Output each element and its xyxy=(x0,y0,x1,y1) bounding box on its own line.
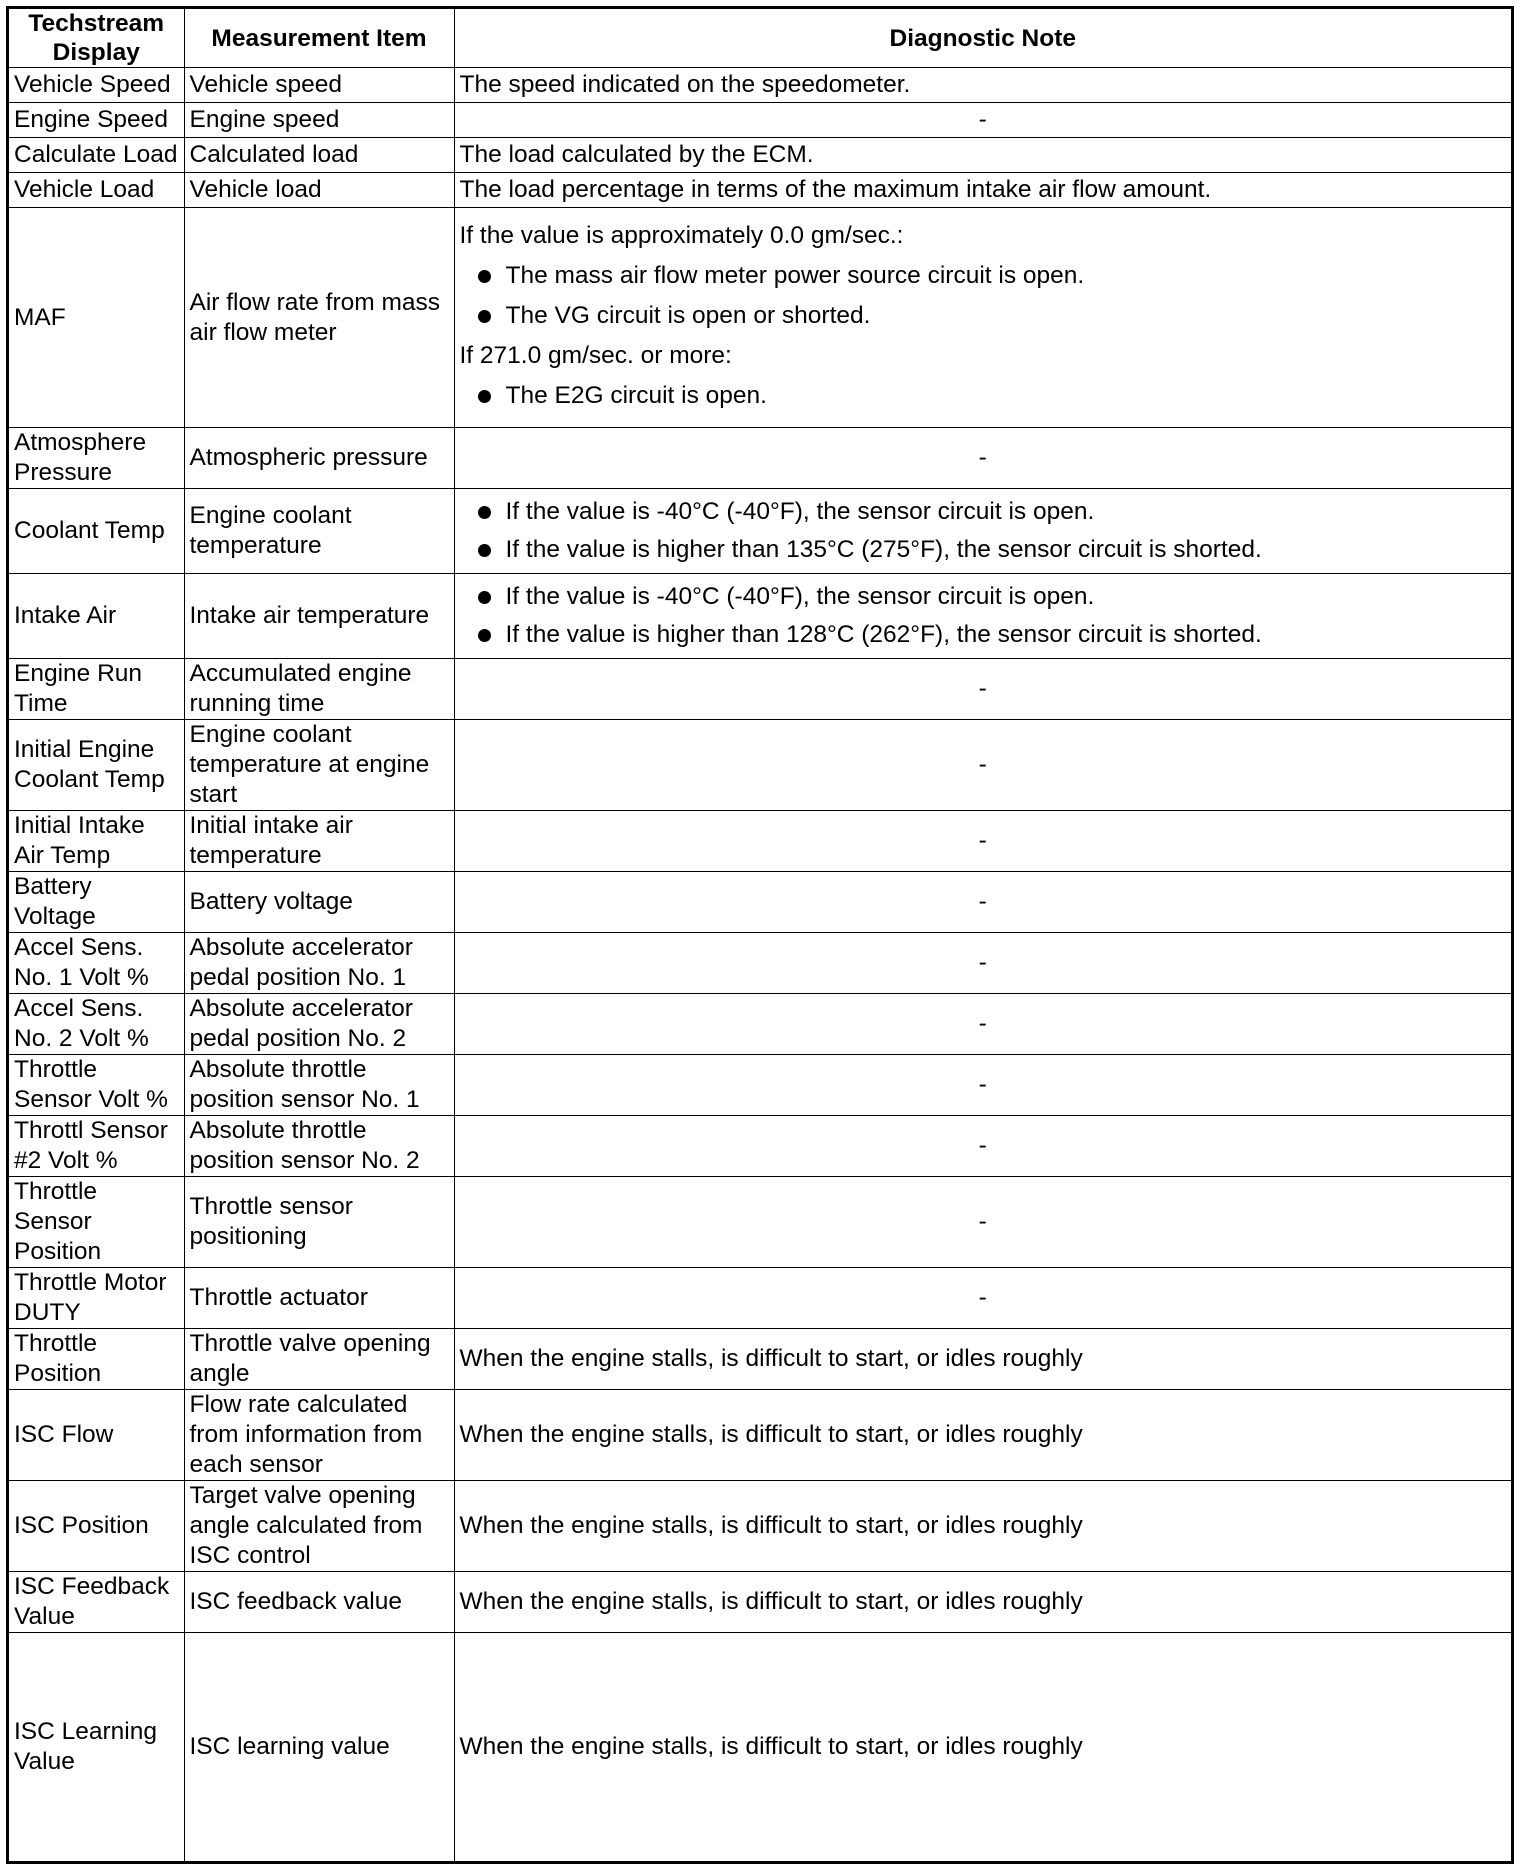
cell-item: Absolute accelerator pedal position No. 1 xyxy=(184,933,454,994)
data-list-table xyxy=(9,9,1511,1861)
cell-note: - xyxy=(454,811,1511,872)
cell-note: - xyxy=(454,720,1511,811)
note-line: If 271.0 gm/sec. or more: xyxy=(459,341,732,369)
cell-item: Target valve opening angle calculated from ISC control xyxy=(184,1481,454,1572)
cell-display: Throttle Position xyxy=(9,1329,184,1390)
cell-item: Accumulated engine running time xyxy=(184,659,454,720)
cell-note: - xyxy=(454,659,1511,720)
cell-display: Throttle Sensor Position xyxy=(9,1177,184,1268)
cell-display: Coolant Temp xyxy=(9,489,184,574)
cell-note: - xyxy=(454,1177,1511,1268)
cell-note: - xyxy=(454,1116,1511,1177)
cell-display: ISC Flow xyxy=(9,1390,184,1481)
cell-item: Absolute throttle position sensor No. 2 xyxy=(184,1116,454,1177)
cell-note: When the engine stalls, is difficult to start, or idles roughly xyxy=(454,1572,1511,1633)
table-row xyxy=(9,1177,1511,1268)
table-row xyxy=(9,933,1511,994)
cell-note: - xyxy=(454,103,1511,138)
cell-display: Throttle Sensor Volt % xyxy=(9,1055,184,1116)
cell-note: The load percentage in terms of the maximum intake air flow amount. xyxy=(454,173,1511,208)
note-line: If the value is approximately 0.0 gm/sec.: xyxy=(459,221,904,249)
cell-display: ISC Position xyxy=(9,1481,184,1572)
table-row xyxy=(9,1268,1511,1329)
table-row xyxy=(9,1481,1511,1572)
cell-note: When the engine stalls, is difficult to start, or idles roughly xyxy=(454,1481,1511,1572)
cell-display: Calculate Load xyxy=(9,138,184,173)
note-bullet: The E2G circuit is open. xyxy=(460,381,1507,411)
table-row xyxy=(9,872,1511,933)
header-techstream-display: Techstream Display xyxy=(9,9,184,68)
table-row xyxy=(9,1116,1511,1177)
cell-display: Accel Sens. No. 1 Volt % xyxy=(9,933,184,994)
table-row xyxy=(9,659,1511,720)
cell-note: - xyxy=(454,933,1511,994)
table-row xyxy=(9,138,1511,173)
cell-item: Calculated load xyxy=(184,138,454,173)
note-bullet: If the value is -40°C (-40°F), the sensor circuit is open. xyxy=(460,582,1507,612)
table-row xyxy=(9,994,1511,1055)
cell-display: ISC Learning Value xyxy=(9,1633,184,1862)
cell-note: The speed indicated on the speedometer. xyxy=(454,68,1511,103)
cell-item: Absolute throttle position sensor No. 1 xyxy=(184,1055,454,1116)
note-bullet: If the value is higher than 128°C (262°F), the sensor circuit is shorted. xyxy=(460,620,1507,650)
note-bullet: If the value is -40°C (-40°F), the sensor circuit is open. xyxy=(460,497,1507,527)
cell-note: The load calculated by the ECM. xyxy=(454,138,1511,173)
cell-display: Initial Intake Air Temp xyxy=(9,811,184,872)
cell-note xyxy=(454,208,1511,428)
table-row xyxy=(9,1055,1511,1116)
cell-display: Intake Air xyxy=(9,574,184,659)
cell-item: Battery voltage xyxy=(184,872,454,933)
cell-display: MAF xyxy=(9,208,184,428)
cell-display: Vehicle Load xyxy=(9,173,184,208)
table-row xyxy=(9,428,1511,489)
cell-display: Throttle Motor DUTY xyxy=(9,1268,184,1329)
cell-display: Atmosphere Pressure xyxy=(9,428,184,489)
cell-display: Battery Voltage xyxy=(9,872,184,933)
header-diagnostic-note: Diagnostic Note xyxy=(454,9,1511,68)
cell-note: When the engine stalls, is difficult to start, or idles roughly xyxy=(454,1390,1511,1481)
cell-display: Vehicle Speed xyxy=(9,68,184,103)
cell-note xyxy=(454,489,1511,574)
cell-item: Engine coolant temperature xyxy=(184,489,454,574)
cell-item: Intake air temperature xyxy=(184,574,454,659)
cell-item: ISC feedback value xyxy=(184,1572,454,1633)
cell-note: - xyxy=(454,428,1511,489)
table-row xyxy=(9,1329,1511,1390)
cell-item: Throttle sensor positioning xyxy=(184,1177,454,1268)
table-row xyxy=(9,1390,1511,1481)
note-bullet: The mass air flow meter power source circuit is open. xyxy=(460,261,1507,291)
note-bullet: The VG circuit is open or shorted. xyxy=(460,301,1507,331)
cell-item: Flow rate calculated from information from each sensor xyxy=(184,1390,454,1481)
cell-display: Accel Sens. No. 2 Volt % xyxy=(9,994,184,1055)
table-row xyxy=(9,103,1511,138)
cell-item: Vehicle load xyxy=(184,173,454,208)
cell-display: Engine Speed xyxy=(9,103,184,138)
table-row xyxy=(9,1633,1511,1862)
cell-note: - xyxy=(454,872,1511,933)
cell-note: - xyxy=(454,1055,1511,1116)
table-row xyxy=(9,208,1511,428)
cell-item: Initial intake air temperature xyxy=(184,811,454,872)
cell-item: Air flow rate from mass air flow meter xyxy=(184,208,454,428)
cell-item: Absolute accelerator pedal position No. 2 xyxy=(184,994,454,1055)
cell-item: ISC learning value xyxy=(184,1633,454,1862)
cell-item: Throttle actuator xyxy=(184,1268,454,1329)
table-row xyxy=(9,68,1511,103)
cell-item: Vehicle speed xyxy=(184,68,454,103)
cell-note: - xyxy=(454,994,1511,1055)
cell-note: - xyxy=(454,1268,1511,1329)
cell-display: Engine Run Time xyxy=(9,659,184,720)
cell-display: ISC Feedback Value xyxy=(9,1572,184,1633)
cell-display: Initial Engine Coolant Temp xyxy=(9,720,184,811)
table-row xyxy=(9,720,1511,811)
cell-note: When the engine stalls, is difficult to start, or idles roughly xyxy=(454,1633,1511,1862)
cell-note xyxy=(454,574,1511,659)
table-row xyxy=(9,489,1511,574)
cell-item: Throttle valve opening angle xyxy=(184,1329,454,1390)
cell-note: When the engine stalls, is difficult to start, or idles roughly xyxy=(454,1329,1511,1390)
header-row xyxy=(9,9,1511,68)
table-row xyxy=(9,173,1511,208)
cell-item: Engine speed xyxy=(184,103,454,138)
table-row xyxy=(9,574,1511,659)
header-measurement-item: Measurement Item xyxy=(184,9,454,68)
cell-item: Atmospheric pressure xyxy=(184,428,454,489)
table-row xyxy=(9,811,1511,872)
cell-display: Throttl Sensor #2 Volt % xyxy=(9,1116,184,1177)
table-row xyxy=(9,1572,1511,1633)
cell-item: Engine coolant temperature at engine start xyxy=(184,720,454,811)
diagnostic-table-sheet xyxy=(6,6,1514,1864)
note-bullet: If the value is higher than 135°C (275°F), the sensor circuit is shorted. xyxy=(460,535,1507,565)
